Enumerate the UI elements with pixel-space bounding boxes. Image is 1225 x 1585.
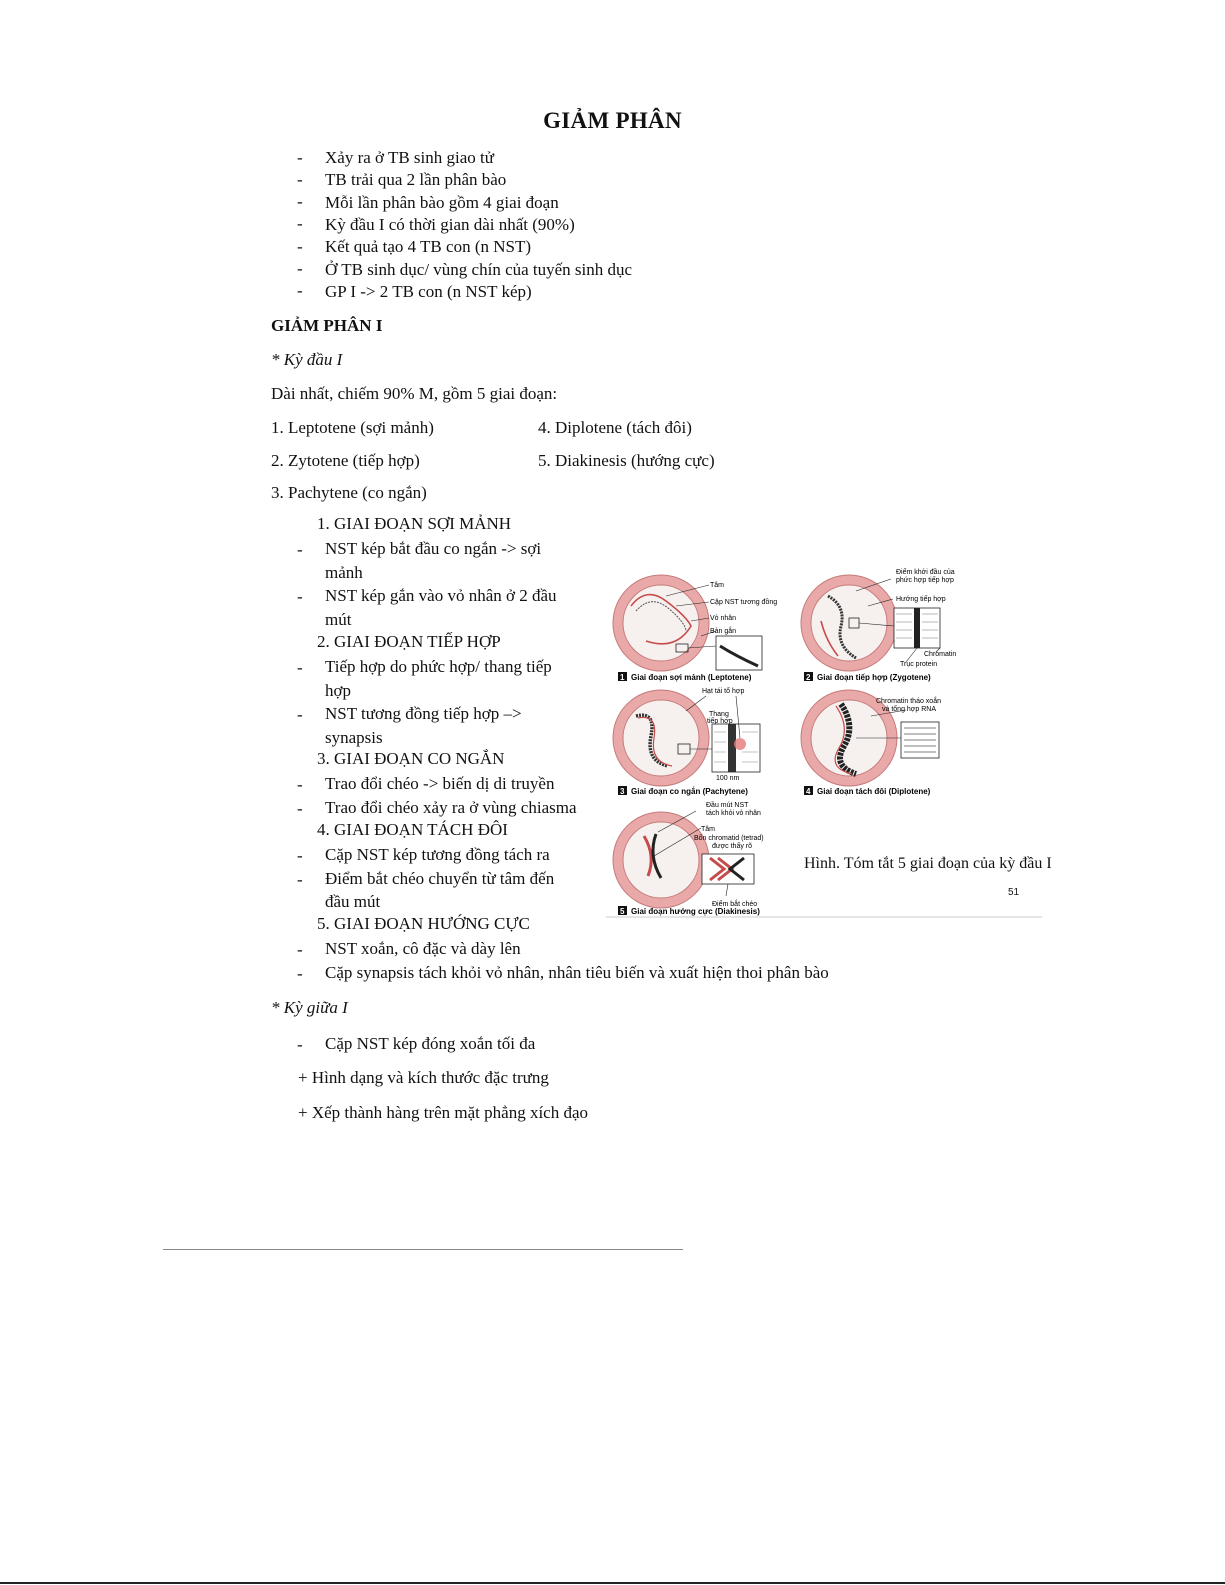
- panel-note: được thấy rõ: [712, 843, 753, 850]
- stage-list-item: 4. Diplotene (tách đôi): [538, 418, 692, 437]
- list-item: NST xoắn, cô đặc và dày lên: [325, 939, 521, 958]
- list-item: Trao đổi chéo -> biến dị di truyền: [325, 774, 555, 793]
- panel-pachytene: [613, 687, 760, 796]
- panel-number: 1: [620, 673, 625, 682]
- figure-caption: Hình. Tóm tắt 5 giai đoạn của kỳ đầu I: [804, 855, 1052, 872]
- panel-number: 5: [620, 907, 625, 916]
- panel-diakinesis: [613, 800, 764, 916]
- panel-note: Hạt tái tổ hợp: [702, 688, 745, 695]
- subsection-heading: * Kỳ đầu I: [271, 350, 343, 369]
- panel-label: Giai đoạn co ngắn (Pachytene): [631, 787, 748, 796]
- list-item: NST tương đồng tiếp hợp –>: [325, 704, 522, 723]
- list-item: GP I -> 2 TB con (n NST kép): [325, 282, 532, 301]
- divider: [163, 1249, 683, 1250]
- panel-note: Điểm khởi đầu của: [896, 569, 955, 576]
- list-item: hợp: [325, 681, 351, 700]
- panel-note: tiếp hợp: [707, 718, 733, 725]
- list-item: Cặp synapsis tách khỏi vỏ nhân, nhân tiêu biến và xuất hiện thoi phân bào: [325, 963, 829, 982]
- panel-label: Giai đoạn sợi mảnh (Leptotene): [631, 673, 752, 682]
- panel-number: 2: [806, 673, 811, 682]
- list-item: synapsis: [325, 728, 383, 747]
- panel-note: phức hợp tiếp hợp: [896, 577, 954, 584]
- page-title: GIẢM PHÂN: [543, 108, 682, 133]
- list-item: Điểm bắt chéo chuyển từ tâm đến: [325, 869, 555, 888]
- list-item: Kết quả tạo 4 TB con (n NST): [325, 237, 532, 256]
- list-item: mút: [325, 610, 352, 629]
- panel-label: Giai đoạn hướng cực (Diakinesis): [631, 907, 760, 916]
- stage-heading: 1. GIAI ĐOẠN SỢI MẢNH: [317, 514, 512, 533]
- list-item: Trao đổi chéo xảy ra ở vùng chiasma: [325, 798, 577, 817]
- list-item: Cặp NST kép đóng xoắn tối đa: [325, 1034, 536, 1053]
- divider: [0, 1582, 1225, 1584]
- stage-list-item: 5. Diakinesis (hướng cực): [538, 451, 715, 470]
- list-item: Ở TB sinh dục/ vùng chín của tuyến sinh dục: [325, 260, 633, 279]
- list-item: + Xếp thành hàng trên mặt phẳng xích đạo: [298, 1103, 589, 1122]
- panel-note: 100 nm: [716, 775, 740, 782]
- panel-leptotene: [613, 575, 777, 682]
- panel-note: Chromatin tháo xoắn: [876, 698, 941, 705]
- stage-heading: 5. GIAI ĐOẠN HƯỚNG CỰC: [317, 914, 530, 933]
- panel-note: Hướng tiếp hợp: [896, 596, 946, 603]
- panel-note: Chromatin: [924, 651, 957, 658]
- stage-heading: 2. GIAI ĐOẠN TIẾP HỢP: [317, 632, 501, 651]
- panel-note: Cặp NST tương đồng: [710, 599, 778, 606]
- stage-list-item: 2. Zytotene (tiếp hợp): [271, 451, 420, 470]
- panel-number: 4: [806, 787, 811, 796]
- panel-note: Vỏ nhân: [710, 615, 737, 622]
- prophase-description: Dài nhất, chiếm 90% M, gồm 5 giai đoạn:: [271, 384, 558, 403]
- list-item: + Hình dạng và kích thước đặc trưng: [298, 1068, 549, 1087]
- panel-note: Tâm: [710, 582, 724, 589]
- stage-list-item: 3. Pachytene (co ngắn): [271, 483, 427, 502]
- list-item: mảnh: [325, 563, 363, 582]
- section-heading: GIẢM PHÂN I: [271, 316, 383, 335]
- list-item: Tiếp hợp do phức hợp/ thang tiếp: [325, 657, 552, 676]
- list-item: TB trải qua 2 lần phân bào: [325, 170, 507, 189]
- panel-note: và tổng hợp RNA: [882, 706, 937, 713]
- panel-zygotene: [801, 567, 956, 682]
- panel-note: Bản gắn: [710, 628, 737, 635]
- panel-note: Đầu mút NST: [706, 802, 749, 809]
- panel-note: Thang: [709, 711, 729, 718]
- stage-heading: 4. GIAI ĐOẠN TÁCH ĐÔI: [317, 820, 508, 839]
- panel-label: Giai đoạn tiếp hợp (Zygotene): [817, 673, 931, 682]
- stage-list-item: 1. Leptotene (sợi mảnh): [271, 418, 434, 437]
- panel-number: 3: [620, 787, 625, 796]
- panel-note: Tâm: [701, 826, 715, 833]
- list-item: NST kép gắn vào vỏ nhân ở 2 đầu: [325, 586, 557, 605]
- panel-diplotene: [801, 690, 941, 796]
- panel-note: tách khỏi vỏ nhân: [706, 810, 761, 817]
- panel-note: Trục protein: [900, 661, 938, 668]
- panel-label: Giai đoạn tách đôi (Diplotene): [817, 787, 931, 796]
- list-item: NST kép bắt đầu co ngắn -> sợi: [325, 539, 542, 558]
- list-item: đầu mút: [325, 892, 381, 911]
- stage-heading: 3. GIAI ĐOẠN CO NGẮN: [317, 749, 505, 768]
- list-item: Kỳ đầu I có thời gian dài nhất (90%): [325, 215, 575, 234]
- list-item: Mỗi lần phân bào gồm 4 giai đoạn: [325, 193, 559, 212]
- subsection-heading: * Kỳ giữa I: [271, 998, 348, 1017]
- figure-page-number: 51: [1008, 887, 1020, 898]
- list-item: Cặp NST kép tương đồng tách ra: [325, 845, 550, 864]
- list-item: Xảy ra ở TB sinh giao tử: [325, 148, 494, 167]
- panel-note: Điểm bắt chéo: [712, 901, 758, 908]
- panel-note: Bốn chromatid (tetrad): [694, 835, 764, 842]
